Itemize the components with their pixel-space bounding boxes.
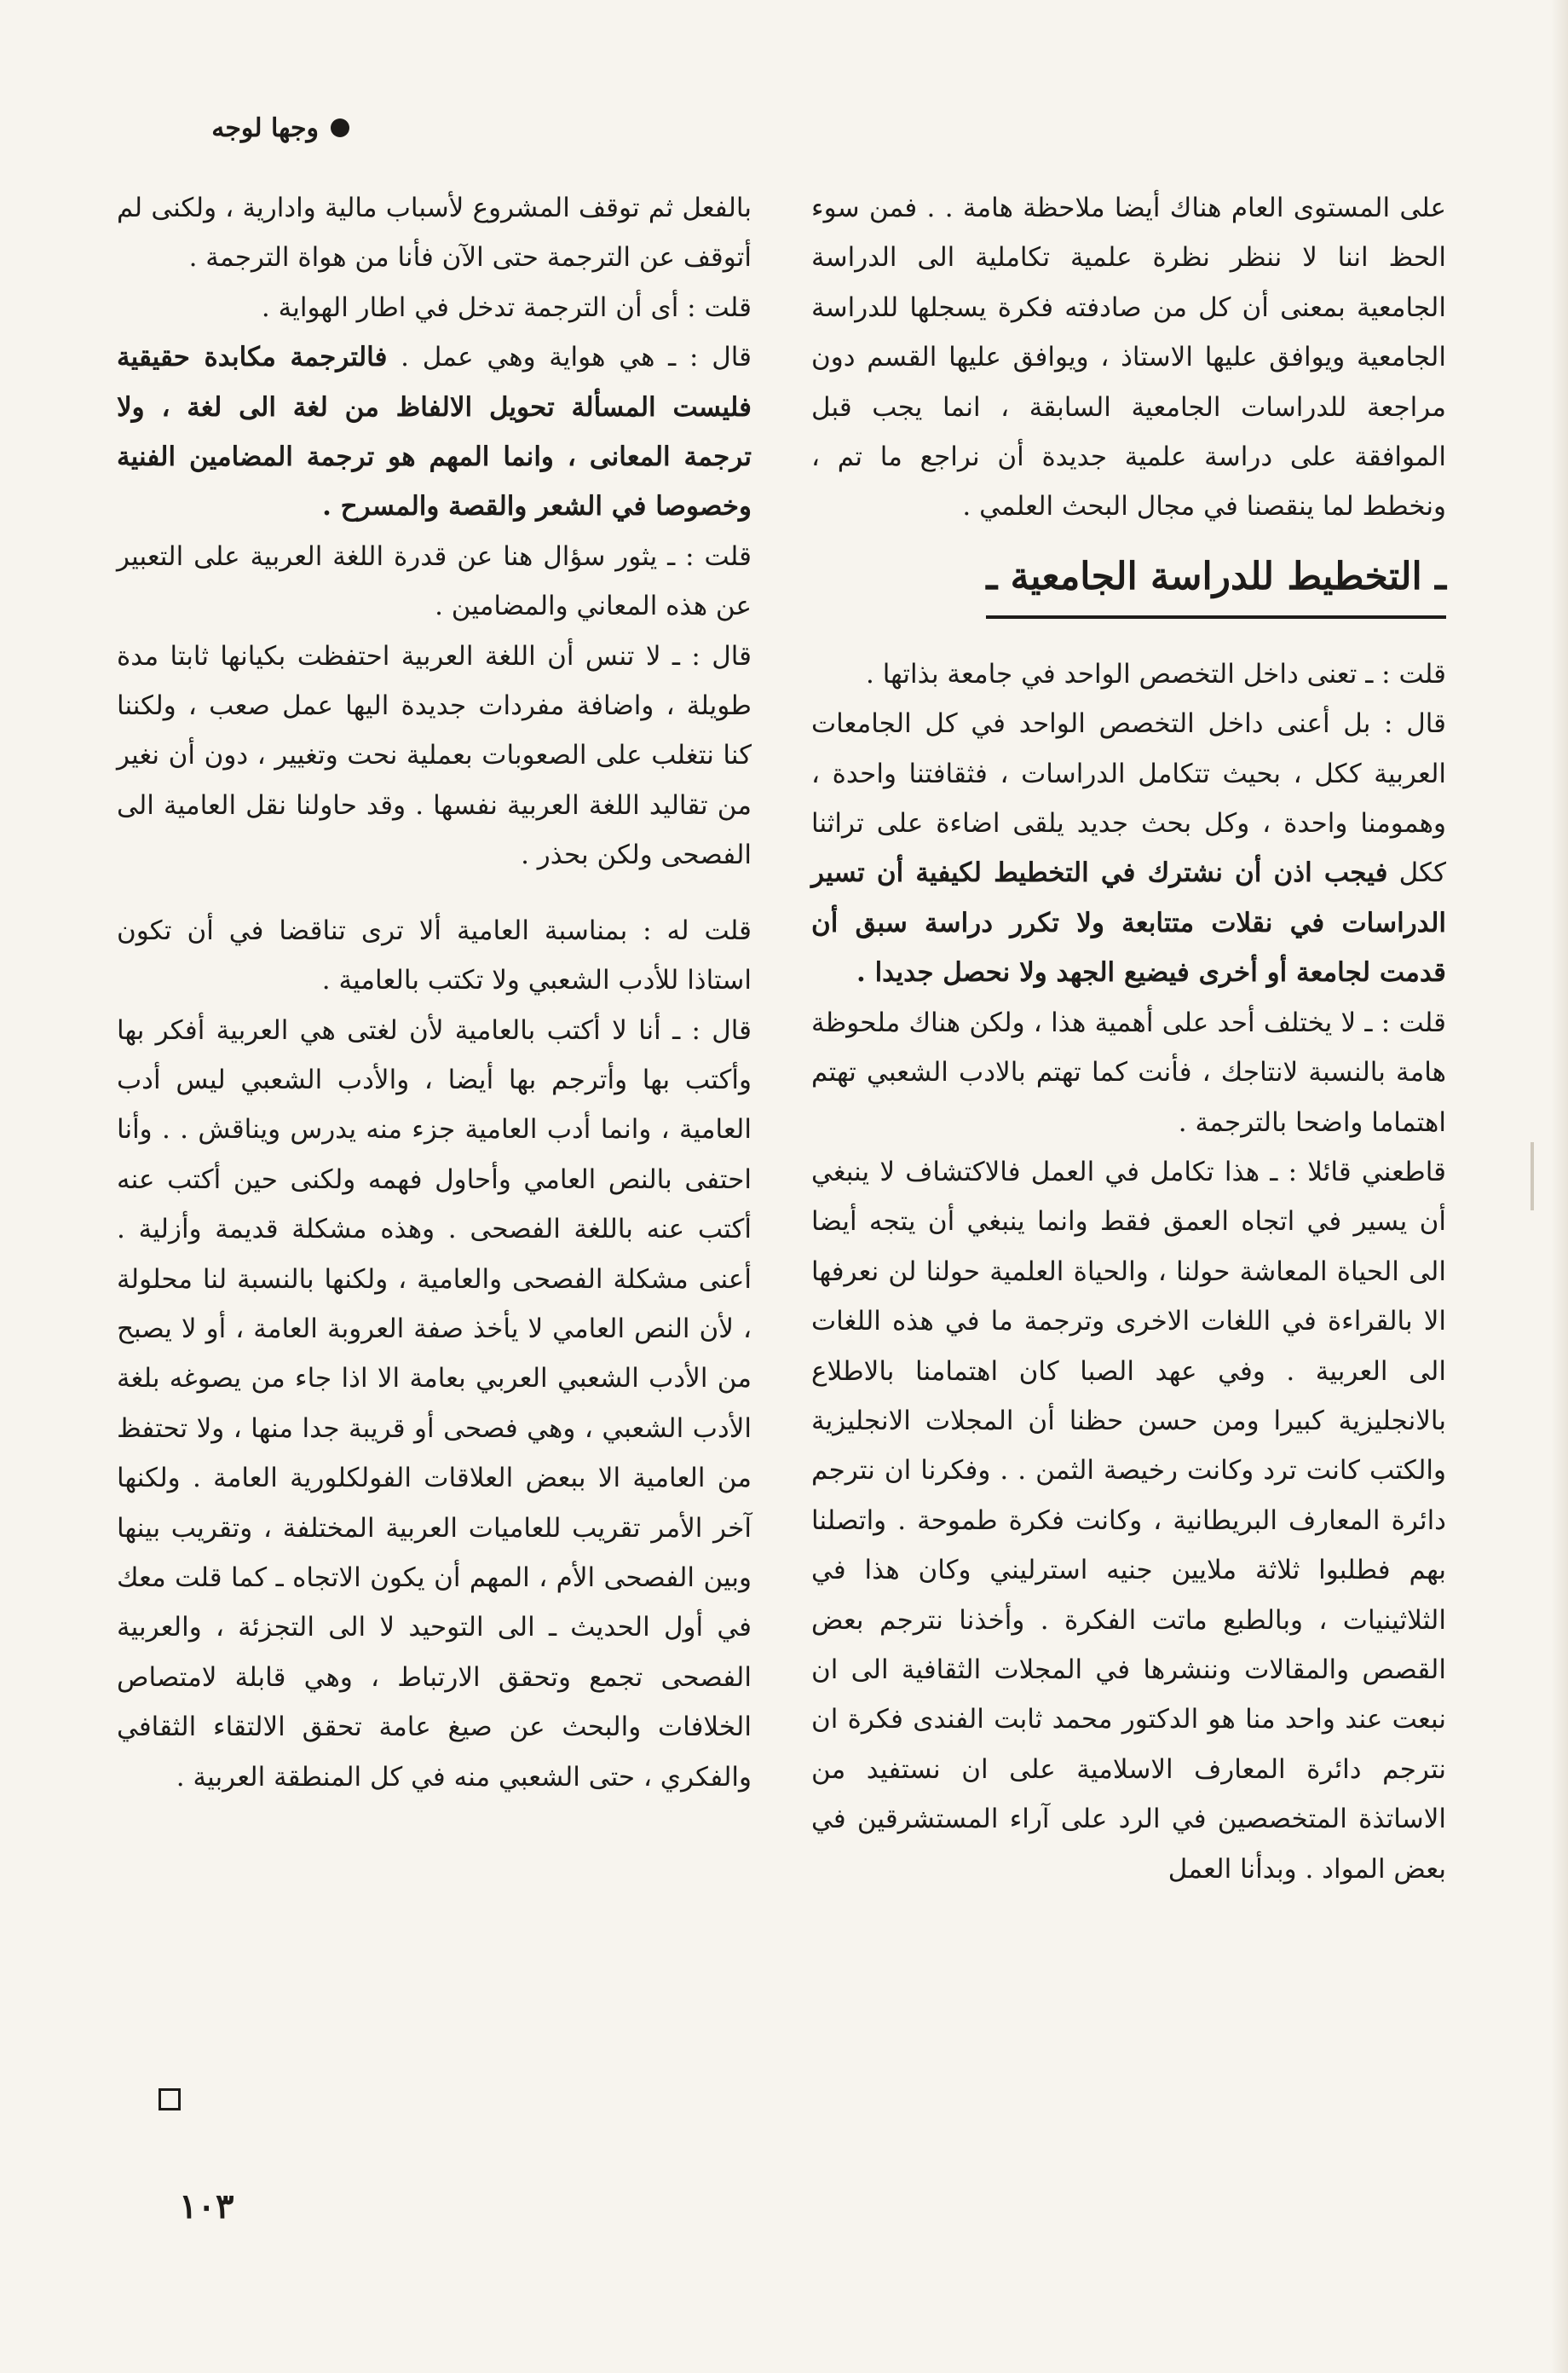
intro-paragraph: على المستوى العام هناك أيضا ملاحظة هامة . . فمن سوء الحظ اننا لا ننظر نظرة علمية تكاملية الى الدراسة الجامعية بمعنى أن كل من صادفته فكرة يسجلها للدراسة الجامعية ويوافق عليها الاستاذ ، ويوافق عليها القسم دون مراجعة للدراسات الجامعية السابقة ، انما يجب قبل الموافقة على دراسة علمية جديدة أن نراجع ما تم ، ونخطط لما ينقصنا في مجال البحث العلمي . [811,193,1446,523]
answer-paragraph [117,332,752,532]
question-paragraph: قلت : ـ تعنى داخل التخصص الواحد في جامعة بذاتها . [865,658,1446,690]
end-of-article-square-icon [159,2088,181,2110]
left-column [117,183,752,1802]
page-edge-shadow [1551,0,1568,2373]
section-heading [811,547,1446,619]
page-number: ١٠٣ [179,2186,234,2226]
bullet-icon [331,118,349,137]
question-paragraph: قلت : ـ يثور سؤال هنا عن قدرة اللغة العربية على التعبير عن هذه المعاني والمضامين . [117,540,752,622]
continuation-paragraph: بالفعل ثم توقف المشروع لأسباب مالية وادارية ، ولكنى لم أتوقف عن الترجمة حتى الآن فأنا من هواة الترجمة . [117,193,752,274]
answer-text: قال : بل أعنى داخل التخصص الواحد في كل الجامعات العربية ككل ، بحيث تتكامل الدراسات ، فثقافتنا واحدة ، وهمومنا واحدة ، وكل بحث جديد يلقى اضاءة على تراثنا ككل [811,708,1446,889]
answer-paragraph [811,699,1446,997]
right-column [811,183,1446,1894]
paragraph-gap [117,880,752,906]
question-paragraph: قلت له : بمناسبة العامية ألا ترى تناقضا في أن تكون استاذا للأدب الشعبي ولا تكتب بالعامية . [117,915,752,996]
scan-mark [1531,1142,1534,1210]
answer-paragraph: قال : ـ أنا لا أكتب بالعامية لأن لغتى هي العربية أفكر بها وأكتب بها وأترجم بها أيضا ، والأدب الشعبي ليس أدب العامية ، وانما أدب العامية جزء منه يدرس ويناقش . . وأنا احتفى بالنص العامي وأحاول فهمه ولكنى حين أكتب عنه أكتب عنه باللغة الفصحى . وهذه مشكلة قديمة وأزلية . أعنى مشكلة الفصحى والعامية ، ولكنها بالنسبة لنا محلولة ، لأن النص العامي لا يأخذ صفة العروبة العامة ، أو لا يصبح من الأدب الشعبي العربي بعامة الا اذا جاء من يصوغه بلغة الأدب الشعبي ، وهي فصحى أو قريبة جدا منها ، ولا تحتفظ من العامية الا ببعض العلاقات الفولكلورية العامة . ولكنها آخر الأمر تقريب للعاميات العربية المختلفة ، وتقريب بينها وبين الفصحى الأم ، المهم أن يكون الاتجاه ـ كما قلت معك في أول الحديث ـ الى التوحيد لا الى التجزئة ، والعربية الفصحى تجمع وتحقق الارتباط ، وهي قابلة لامتصاص الخلافات والبحث عن صيغ عامة تحقق الالتقاء الثقافي والفكري ، حتى الشعبي منه في كل المنطقة العربية . [117,1014,752,1793]
running-header [162,102,349,153]
header-title: وجها لوجه [211,113,319,143]
answer-bold-text: فيجب اذن أن نشترك في التخطيط لكيفية أن تسير الدراسات في نقلات متتابعة ولا تكرر دراسة سبق أن قدمت لجامعة أو أخرى فيضيع الجهد ولا نحصل جديدا . [811,857,1446,989]
answer-paragraph: قاطعني قائلا : ـ هذا تكامل في العمل فالاكتشاف لا ينبغي أن يسير في اتجاه العمق فقط وانما ينبغي أن يتجه أيضا الى الحياة المعاشة حولنا ، والحياة العلمية حولنا لن نعرفها الا بالقراءة في اللغات الاخرى وترجمة ما في هذه اللغات الى العربية . وفي عهد الصبا كان اهتمامنا بالاطلاع بالانجليزية كبيرا ومن حسن حظنا أن المجلات الانجليزية والكتب كانت ترد وكانت رخيصة الثمن . . وفكرنا ان نترجم دائرة المعارف البريطانية ، وكانت فكرة طموحة . واتصلنا بهم فطلبوا ثلاثة ملايين جنيه استرليني وكان هذا في الثلاثينيات ، وبالطبع ماتت الفكرة . وأخذنا نترجم بعض القصص والمقالات وننشرها في المجلات الثقافية الى ان نبعت عند واحد منا هو الدكتور محمد ثابت الفندى فكرة ان نترجم دائرة المعارف الاسلامية على ان نستفيد من الاساتذة المتخصصين في الرد على آراء المستشرقين في بعض المواد . وبدأنا العمل [811,1156,1446,1885]
question-paragraph: قلت : أى أن الترجمة تدخل في اطار الهواية . [261,292,752,323]
answer-bold-text: فالترجمة مكابدة حقيقية فليست المسألة تحويل الالفاظ من لغة الى لغة ، ولا ترجمة المعانى ، وانما المهم هو ترجمة المضامين الفنية وخصوصا في الشعر والقصة والمسرح . [117,342,752,523]
question-paragraph: قلت : ـ لا يختلف أحد على أهمية هذا ، ولكن هناك ملحوظة هامة بالنسبة لانتاجك ، فأنت كما تهتم بالادب الشعبي تهتم اهتماما واضحا بالترجمة . [811,1007,1446,1138]
answer-paragraph: قال : ـ لا تنس أن اللغة العربية احتفظت بكيانها ثابتا مدة طويلة ، واضافة مفردات جديدة اليها عمل صعب ، ولكننا كنا نتغلب على الصعوبات بعملية نحت وتغيير ، دون أن نغير من تقاليد اللغة العربية نفسها . وقد حاولنا نقل العامية الى الفصحى ولكن بحذر . [117,640,752,871]
section-heading-text: ـ التخطيط للدراسة الجامعية ـ [986,547,1446,619]
answer-text: قال : ـ هي هواية وهي عمل . [387,342,752,373]
